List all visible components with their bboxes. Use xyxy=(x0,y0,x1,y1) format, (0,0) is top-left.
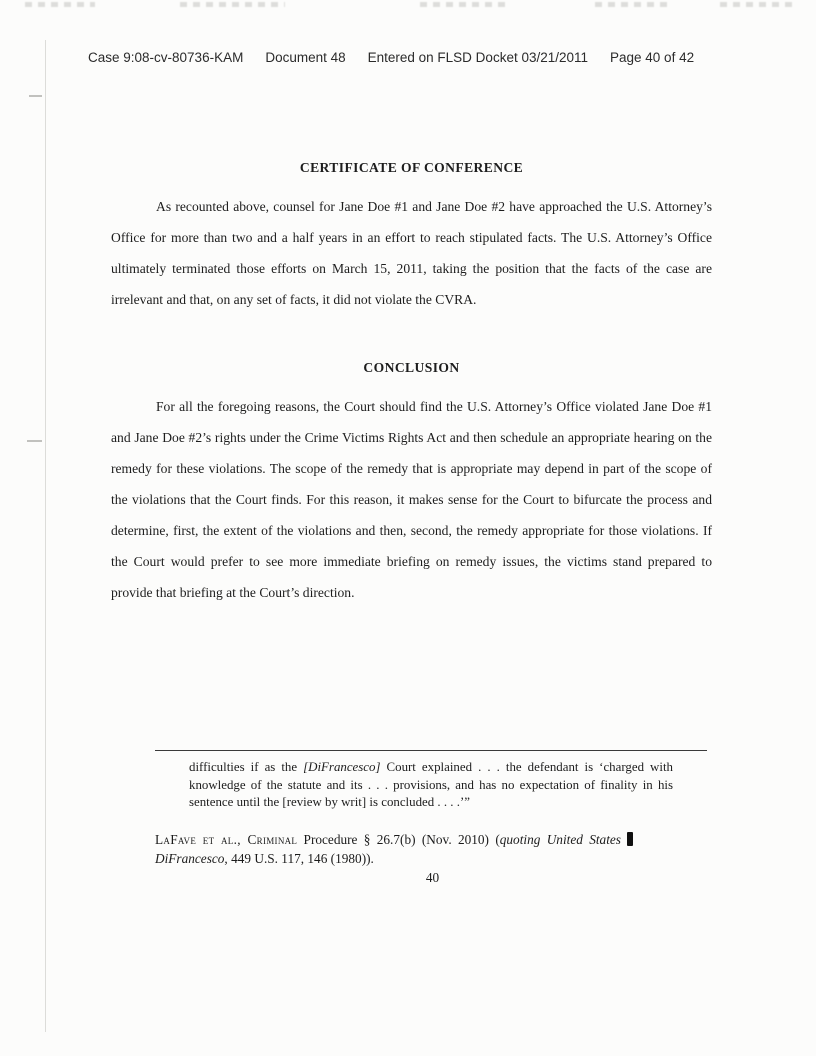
document-body xyxy=(111,160,712,608)
footnote-separator xyxy=(155,750,707,751)
conclusion-paragraph: For all the foregoing reasons, the Court should find the U.S. Attorney’s Office violated Jane Doe #1 and Jane Doe #2’s rights under the Crime Victims Rights Act and then schedule an appropriate hearing on the remedy for these violations. The scope of the remedy that is appropriate may depend in part of the scope of the violations that the Court finds. For this reason, it makes sense for the Court to bifurcate the process and determine, first, the extent of the violations and then, second, the remedy appropriate for those violations. If the Court would prefer to see more immediate briefing on remedy issues, the victims stand prepared to provide that briefing at the Court’s direction. xyxy=(111,399,712,600)
footnote-citation-line-1 xyxy=(155,830,710,849)
footnote-area xyxy=(155,750,710,886)
footnote-quote xyxy=(189,759,673,812)
citation-mid: Procedure § 26.7(b) (Nov. 2010) ( xyxy=(297,831,500,847)
footnote-citation xyxy=(155,830,710,868)
footnote-citation-line-2 xyxy=(155,849,710,868)
section-heading-conclusion: CONCLUSION xyxy=(363,360,460,375)
section-heading-certificate-of-conference: CERTIFICATE OF CONFERENCE xyxy=(299,160,524,175)
document-number: Document 48 xyxy=(265,50,346,65)
case-number: Case 9:08-cv-80736-KAM xyxy=(88,50,244,65)
footnote-quote-pre: difficulties if as the xyxy=(189,760,304,774)
docket-entry: Entered on FLSD Docket 03/21/2011 xyxy=(367,50,589,65)
footnote-quote-post: Court explained . . . the defendant is ‘charged with knowledge of the statute and its . . . provisions, and has no expectation of finality in his sentence until the [review by writ] is concluded . . . .’” xyxy=(189,760,673,809)
citation-case-name: DiFrancesco xyxy=(155,850,225,866)
certificate-paragraph: As recounted above, counsel for Jane Doe #1 and Jane Doe #2 have approached the U.S. Attorney’s Office for more than two and a half years in an effort to reach stipulated facts. The U.S. Attorney’s Office ultimately terminated those efforts on March 15, 2011, taking the position that the facts of the case are irrelevant and that, on any set of facts, it did not violate the CVRA. xyxy=(111,199,712,307)
scan-artifact xyxy=(25,2,95,7)
footnote-quote-case-name: [DiFrancesco] xyxy=(303,760,381,774)
scan-artifact xyxy=(27,440,42,442)
scan-fold-line xyxy=(45,40,46,1032)
page-number: 40 xyxy=(425,869,440,885)
citation-reporter: , 449 U.S. 117, 146 (1980)). xyxy=(224,850,374,866)
case-header xyxy=(88,50,748,65)
citation-author: LaFave et al., Criminal xyxy=(155,831,298,847)
citation-quoting: quoting United States xyxy=(499,831,621,847)
scan-artifact xyxy=(720,2,795,7)
scan-artifact xyxy=(420,2,505,7)
scan-artifact xyxy=(180,2,285,7)
scan-artifact xyxy=(29,95,42,97)
scan-artifact xyxy=(595,2,670,7)
ink-mark xyxy=(627,832,633,846)
page-of-pages: Page 40 of 42 xyxy=(610,50,695,65)
